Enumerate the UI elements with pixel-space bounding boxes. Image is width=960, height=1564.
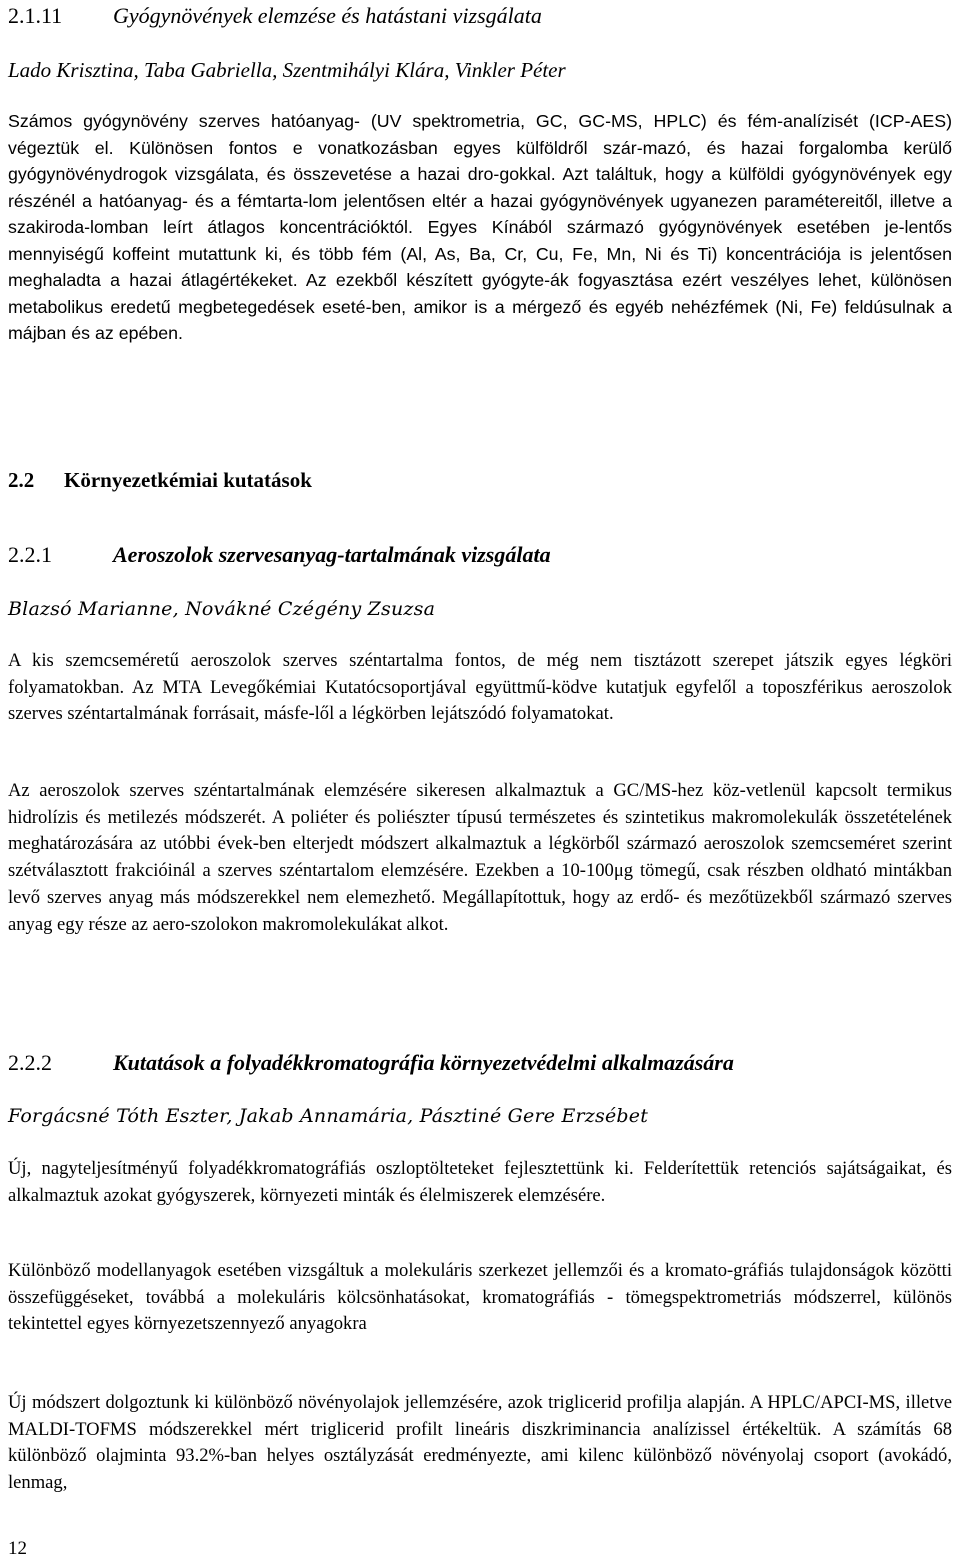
body-paragraph: Számos gyógynövény szerves hatóanyag- (UV spektrometria, GC, GC-MS, HPLC) és fém-analízisét (ICP-AES) végeztük el. Különösen fontos e vonatkozásban egyes külföldről szár-mazó, és hazai forgalomba kerülő gyógynövénydrogok vizsgálata, és összevetése a hazai dro-gokkal. Azt találtuk, hogy a külföldi gyógynövények egy részénél a hatóanyag- és a fémtarta-lom jelentősen eltér a hazai gyógynövények ugyanezen paramétereitől, illetve a szakiroda-lomban leírt átlagos koncentrációktól. Egyes Kínából származó gyógynövények esetében je-lentős mennyiségű koffeint mutattunk ki, és több fém (Al, As, Ba, Cr, Cu, Fe, Mn, Ni és Ti) koncentrációja is jelentősen meghaladta a hazai átlagértékeket. Az ezekből készített gyógyte-ák fogyasztása ezért veszélyes lehet, különösen metabolikus eredetű megbetegedések eseté-ben, amikor is a mérgező és egyéb nehézfémek (Ni, Fe) feldúsulnak a májban és az epében.	[8, 111, 952, 343]
section-title: Aeroszolok szervesanyag-tartalmának vizsgálata	[113, 542, 551, 567]
body-paragraph: Az aeroszolok szerves széntartalmának elemzésére sikeresen alkalmaztuk a GC/MS-hez köz-vetlenül kapcsolt termikus hidrolízis és metilezés módszerét. A poliéter és poliészter típusú természetes és szintetikus makromolekulák összetételének meghatározására az utóbbi évek-ben elterjedt módszert alkalmaztuk a légkörből származó aeroszolok szemcseméret szerint szétválasztott frakcióinál a szerves széntartalom elemzésére. Ezekben a 10-100μg tömegű, csak részben oldható mintákban levő szerves anyag más módszerekkel nem elemezhető. Megállapítottuk, hogy az erdő- és mezőtüzekből származó szerves anyag egy része az aero-szolokon makromolekulákat alkot.	[8, 780, 952, 935]
section-authors: Lado Krisztina, Taba Gabriella, Szentmihályi Klára, Vinkler Péter	[8, 58, 566, 82]
section-title: Kutatások a folyadékkromatográfia környezetvédelmi alkalmazására	[113, 1050, 734, 1075]
section-number: 2.1.11	[8, 3, 63, 28]
section-title: Környezetkémiai kutatások	[64, 468, 312, 492]
body-paragraph: Új, nagyteljesítményű folyadékkromatográfiás oszloptölteteket fejlesztettünk ki. Felderítettük retenciós sajátságaikat, és alkalmaztuk azokat gyógyszerek, környezeti minták és élelmiszerek elemzésére.	[8, 1158, 952, 1206]
section-authors: Forgácsné Tóth Eszter, Jakab Annamária, Pásztiné Gere Erzsébet	[8, 1105, 649, 1127]
page-number: 12	[8, 1538, 27, 1559]
section-heading-2-2-1	[8, 541, 551, 569]
body-paragraph: A kis szemcseméretű aeroszolok szerves széntartalma fontos, de még nem tisztázott szerepet játszik egyes légköri folyamatokban. Az MTA Levegőkémiai Kutatócsoportjával együttmű-ködve kutatjuk egyfelől a toposzférikus aeroszolok szerves széntartalmának forrásait, másfe-lől a légkörben lejátszódó folyamatokat.	[8, 650, 952, 725]
section-number: 2.2.2	[8, 1050, 52, 1075]
body-paragraph: Különböző modellanyagok esetében vizsgáltuk a molekuláris szerkezet jellemzői és a kromato-gráfiás tulajdonságok közötti összefüggéseket, továbbá a molekuláris kölcsönhatásokat, kromatográfiás - tömegspektrometriás módszerrel, különös tekintettel egyes környezetszennyező anyagokra	[8, 1260, 952, 1335]
section-heading-2-2	[8, 466, 312, 494]
section-heading-2-1-11	[8, 2, 542, 30]
section-number: 2.2.1	[8, 542, 52, 567]
body-paragraph: Új módszert dolgoztunk ki különböző növényolajok jellemzésére, azok triglicerid profilja alapján. A HPLC/APCI-MS, illetve MALDI-TOFMS módszerekkel mért triglicerid profilt lineáris diszkriminancia analízissel értékeltük. A számítás 68 különböző olajminta 93.2%-ban helyes osztályzását eredményezte, ami kilenc különböző növényolaj csoport (avokádó, lenmag,	[8, 1392, 952, 1494]
section-authors: Blazsó Marianne, Novákné Czégény Zsuzsa	[8, 598, 436, 620]
section-heading-2-2-2	[8, 1049, 734, 1077]
section-number: 2.2	[8, 468, 35, 492]
section-title: Gyógynövények elemzése és hatástani vizsgálata	[113, 3, 542, 28]
